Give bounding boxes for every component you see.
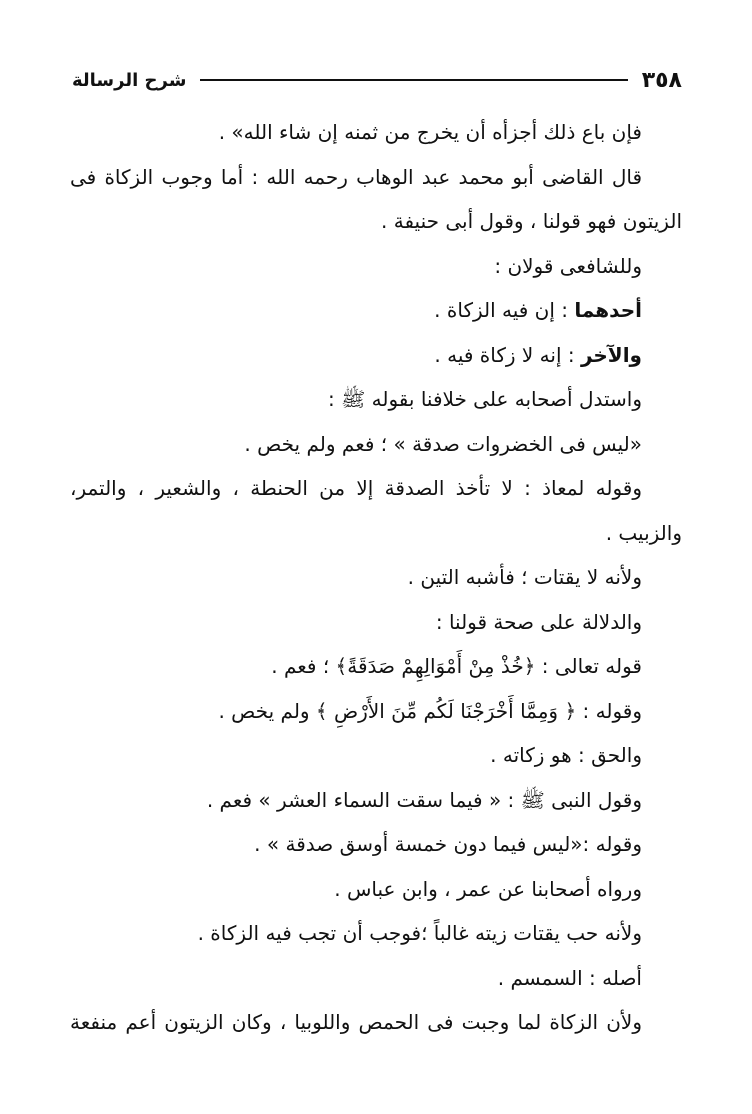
- text-line: [70, 555, 682, 600]
- text-line: [70, 466, 682, 511]
- text-line: [70, 822, 682, 867]
- line-text: : إنه لا زكاة فيه .: [434, 342, 581, 367]
- text-line: [70, 644, 682, 689]
- text-line: [70, 244, 682, 289]
- page-header: [72, 62, 682, 98]
- line-lead-term: أحدهما: [574, 298, 642, 322]
- text-line: [70, 733, 682, 778]
- line-text: الزيتون فهو قولنا ، وقول أبى حنيفة .: [381, 209, 682, 233]
- text-line: [70, 199, 682, 244]
- text-line: [70, 511, 682, 556]
- running-title: شرح الرسالة: [72, 69, 187, 91]
- body-text: [70, 110, 682, 1045]
- line-text: ورواه أصحابنا عن عمر ، وابن عباس .: [334, 876, 642, 901]
- text-line: [70, 867, 682, 912]
- text-line: [70, 778, 682, 823]
- text-line: [70, 155, 682, 200]
- text-line: [70, 956, 682, 1001]
- text-line: [70, 689, 682, 734]
- text-line: [70, 1000, 682, 1045]
- line-text: وللشافعى قولان :: [494, 253, 642, 278]
- line-text: والدلالة على صحة قولنا :: [435, 609, 642, 634]
- text-line: [70, 422, 682, 467]
- line-text: ولأن الزكاة لما وجبت فى الحمص واللوبيا ، وكان الزيتون أعم منفعة: [70, 1010, 642, 1034]
- text-line: [70, 288, 682, 333]
- line-text: قال القاضى أبو محمد عبد الوهاب رحمه الله : أما وجوب الزكاة فى: [70, 164, 642, 189]
- line-text: : إن فيه الزكاة .: [434, 298, 575, 322]
- line-text: ولأنه حب يقتات زيته غالباً ؛فوجب أن تجب فيه الزكاة .: [197, 921, 642, 945]
- line-text: وقوله لمعاذ : لا تأخذ الصدقة إلا من الحنطة ، والشعير ، والتمر،: [70, 476, 642, 500]
- line-text: وقوله : ﴿ وَمِمَّا أَخْرَجْنَا لَكُم مِّنَ الأَرْضِ ﴾ ولم يخص .: [218, 698, 642, 723]
- text-line: [70, 333, 682, 378]
- line-text: «ليس فى الخضروات صدقة » ؛ فعم ولم يخص .: [244, 431, 642, 456]
- line-text: وقوله :«ليس فيما دون خمسة أوسق صدقة » .: [254, 832, 642, 856]
- header-rule: [200, 79, 627, 81]
- line-text: والزبيب .: [605, 520, 682, 545]
- line-text: فإن باع ذلك أجزأه أن يخرج من ثمنه إن شاء الله» .: [218, 120, 642, 144]
- page-number: ٣٥٨: [641, 67, 682, 93]
- text-line: [70, 911, 682, 956]
- line-text: وقول النبى ﷺ : « فيما سقت السماء العشر » فعم .: [206, 787, 642, 812]
- line-text: أصله : السمسم .: [497, 965, 642, 990]
- line-text: قوله تعالى : ﴿خُذْ مِنْ أَمْوَالِهِمْ صَدَقَةً﴾ ؛ فعم .: [271, 654, 642, 678]
- text-line: [70, 600, 682, 645]
- text-line: [70, 110, 682, 155]
- line-text: ولأنه لا يقتات ؛ فأشبه التين .: [407, 565, 642, 589]
- line-lead-term: والآخر: [580, 342, 642, 367]
- text-line: [70, 377, 682, 422]
- line-text: واستدل أصحابه على خلافنا بقوله ﷺ :: [328, 387, 642, 411]
- line-text: والحق : هو زكاته .: [490, 743, 642, 767]
